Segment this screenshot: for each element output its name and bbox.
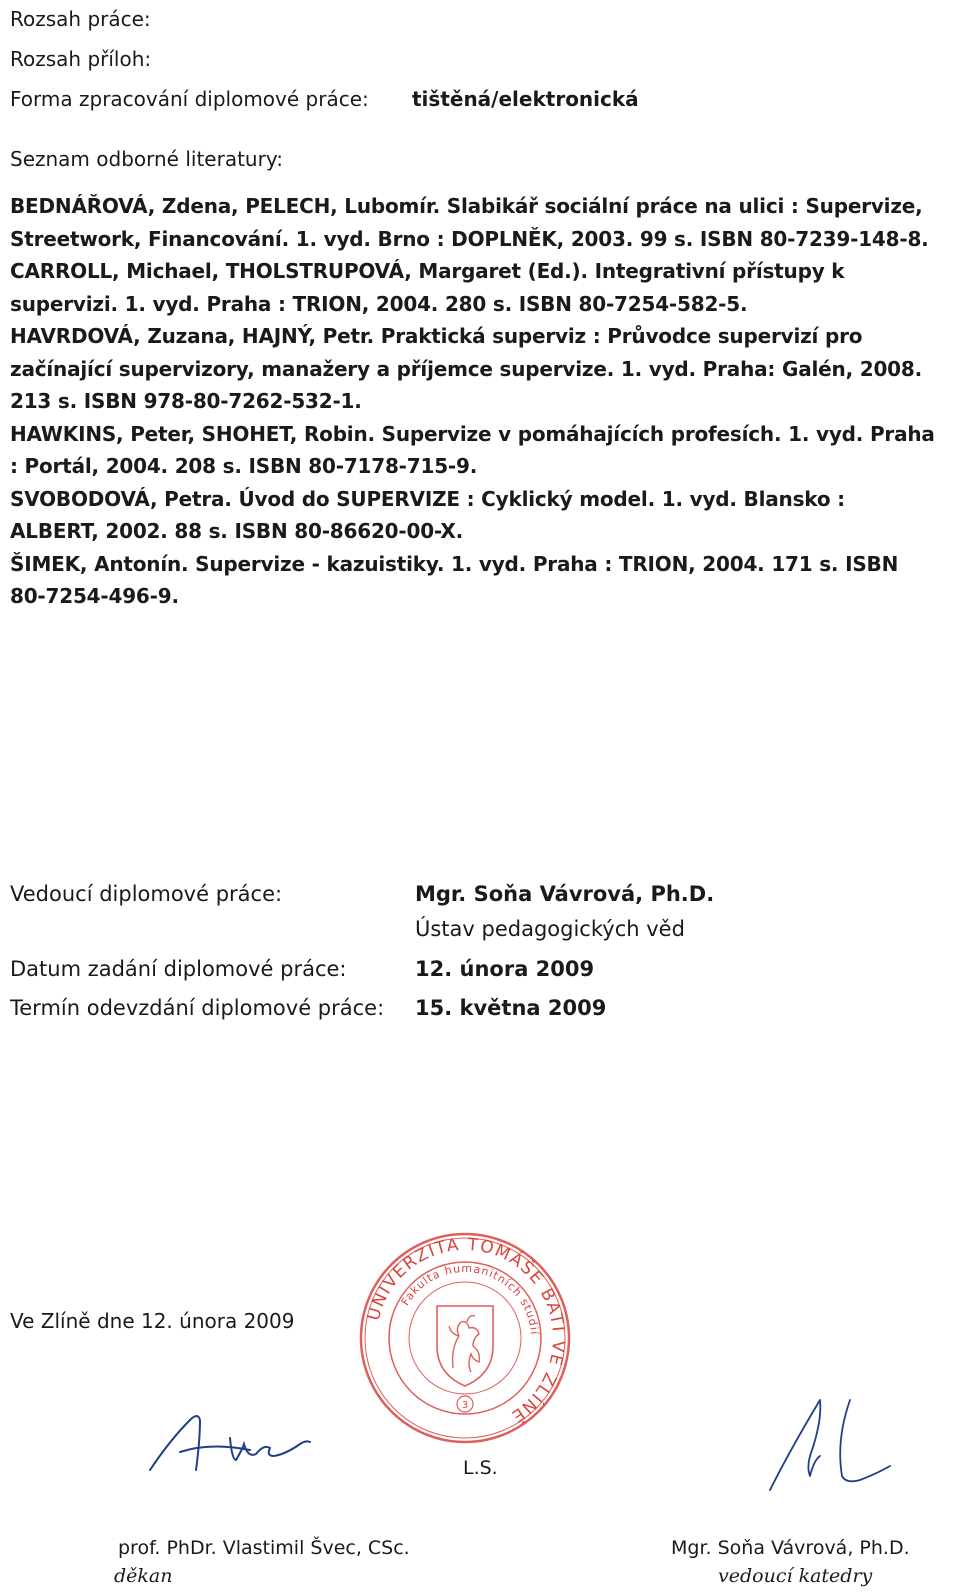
- literature-entry: ŠIMEK, Antonín. Supervize - kazuistiky. 1. vyd. Praha : TRION, 2004. 171 s. ISBN 80-7254-496-9.: [10, 551, 899, 608]
- literature-list: [10, 190, 940, 613]
- head-role: vedoucí katedry: [718, 1565, 873, 1587]
- dean-role: děkan: [114, 1565, 173, 1587]
- vedouci-label: Vedoucí diplomové práce:: [10, 882, 283, 906]
- stamp-outer-text: UNIVERZITA TOMÁŠE BATI VE ZLÍNĚ: [363, 1234, 569, 1427]
- zadani-value: 12. února 2009: [415, 957, 595, 981]
- stamp-inner-ring: [409, 1282, 521, 1394]
- forma-label: Forma zpracování diplomové práce:: [10, 87, 369, 111]
- university-stamp: [355, 1228, 575, 1448]
- place-date: Ve Zlíně dne 12. února 2009: [10, 1309, 295, 1333]
- literature-entry: HAWKINS, Peter, SHOHET, Robin. Supervize v pomáhajících profesích. 1. vyd. Praha : Portál, 2004. 208 s. ISBN 80-7178-715-9.: [10, 421, 935, 478]
- literature-entry: CARROLL, Michael, THOLSTRUPOVÁ, Margaret (Ed.). Integrativní přístupy k supervizi. 1. vyd. Praha : TRION, 2004. 280 s. ISBN 80-7254-582-5.: [10, 259, 845, 316]
- rozsah-prace-label: Rozsah práce:: [10, 7, 151, 31]
- literature-entry: BEDNÁŘOVÁ, Zdena, PELECH, Lubomír. Slabikář sociální práce na ulici : Supervize, Streetwork, Financování. 1. vyd. Brno : DOPLNĚK, 2003. 99 s. ISBN 80-7239-148-8.: [10, 194, 929, 251]
- literature-entry: SVOBODOVÁ, Petra. Úvod do SUPERVIZE : Cyklický model. 1. vyd. Blansko : ALBERT, 2002. 88 s. ISBN 80-86620-00-X.: [10, 486, 845, 543]
- shield-icon: [437, 1306, 493, 1386]
- dean-signature: [140, 1400, 340, 1490]
- stamp-number: 3: [461, 1400, 469, 1411]
- forma-value: tištěná/elektronická: [412, 87, 639, 111]
- rozsah-priloh-label: Rozsah příloh:: [10, 47, 152, 71]
- head-signature: [750, 1380, 910, 1500]
- head-name: Mgr. Soňa Vávrová, Ph.D.: [671, 1537, 910, 1559]
- literature-entry: HAVRDOVÁ, Zuzana, HAJNÝ, Petr. Praktická superviz : Průvodce supervizí pro začínající supervizory, manažery a příjemce supervize. 1. vyd. Praha: Galén, 2008. 213 s. ISBN 978-80-7262-532-1.: [10, 324, 922, 413]
- dean-name: prof. PhDr. Vlastimil Švec, CSc.: [118, 1537, 410, 1559]
- termin-label: Termín odevzdání diplomové práce:: [10, 996, 385, 1020]
- zadani-label: Datum zadání diplomové práce:: [10, 957, 347, 981]
- termin-value: 15. května 2009: [415, 996, 607, 1020]
- literature-heading: Seznam odborné literatury:: [10, 147, 283, 171]
- vedouci-name: Mgr. Soňa Vávrová, Ph.D.: [415, 882, 715, 906]
- lion-icon: [449, 1316, 479, 1372]
- stamp-inner-text: Fakulta humanitních studií: [398, 1261, 541, 1336]
- vedouci-ustav: Ústav pedagogických věd: [415, 917, 685, 941]
- ls-mark: L.S.: [463, 1457, 498, 1479]
